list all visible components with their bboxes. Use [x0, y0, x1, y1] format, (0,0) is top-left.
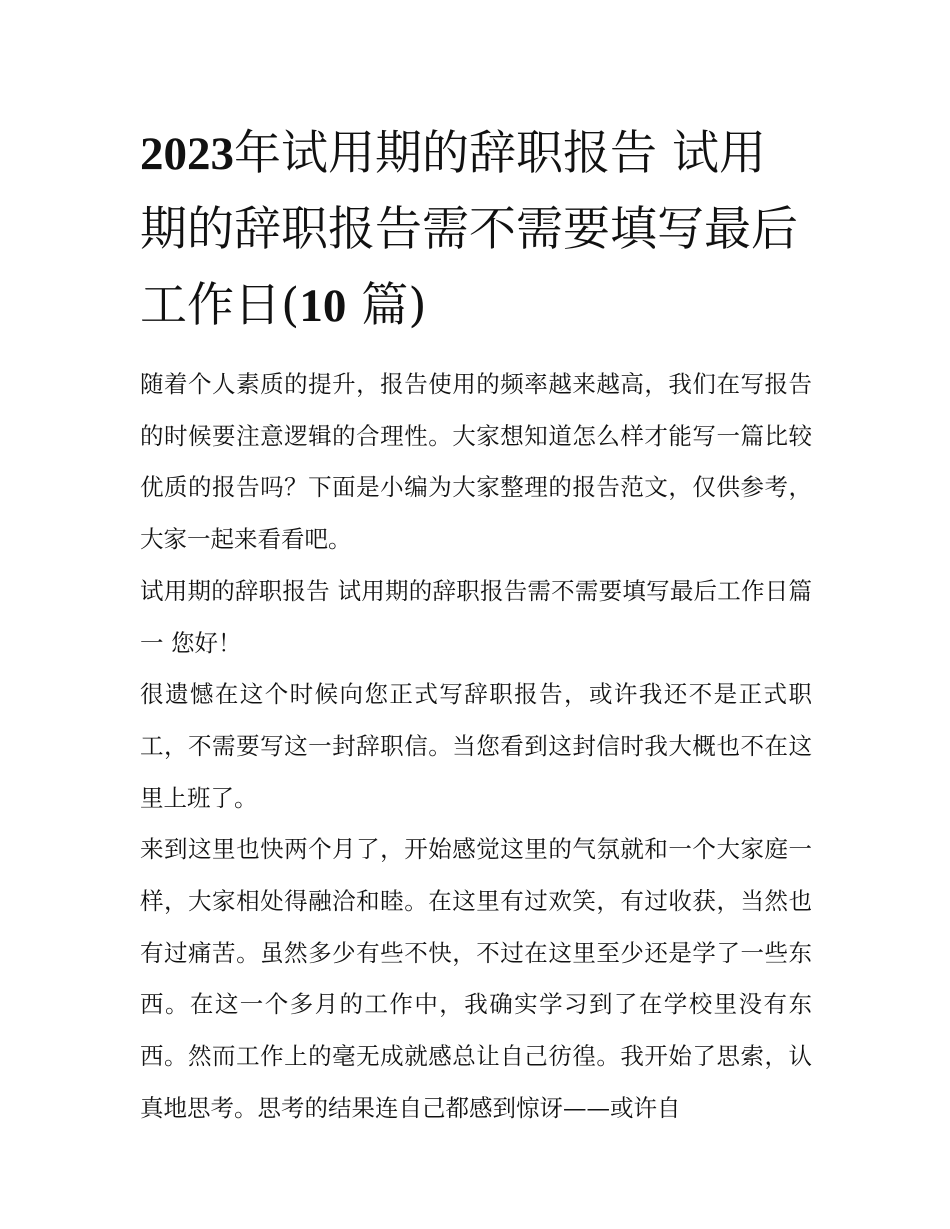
- body-paragraph: 很遗憾在这个时候向您正式写辞职报告，或许我还不是正式职工，不需要写这一封辞职信。当您看到这封信时我大概也不在这里上班了。: [140, 680, 812, 812]
- title-count: 10: [299, 280, 347, 332]
- title-year: 2023: [140, 128, 234, 180]
- body-paragraph: 来到这里也快两个月了，开始感觉这里的气氛就和一个大家庭一样，大家相处得融洽和睦。在这里有过欢笑，有过收获，当然也有过痛苦。虽然多少有些不快，不过在这里至少还是学了一些东西。在这一个多月的工作中，我确实学习到了在学校里没有东西。然而工作上的毫无成就感总让自己彷徨。我开始了思索，认真地思考。思考的结果连自己都感到惊讶——或许自: [140, 835, 812, 1122]
- title-suffix: 篇): [346, 278, 427, 333]
- section-heading: 试用期的辞职报告 试用期的辞职报告需不需要填写最后工作日篇一 您好！: [140, 576, 812, 657]
- intro-paragraph: 随着个人素质的提升，报告使用的频率越来越高，我们在写报告的时候要注意逻辑的合理性。大家想知道怎么样才能写一篇比较优质的报告吗？下面是小编为大家整理的报告范文，仅供参考，大家一起来看看吧。: [140, 370, 812, 554]
- title-text: 年试用期的辞职报告 试用期的辞职报告需不需要填写最后工作日(: [140, 126, 798, 333]
- document-body: [140, 116, 812, 1135]
- document-title: [140, 116, 812, 344]
